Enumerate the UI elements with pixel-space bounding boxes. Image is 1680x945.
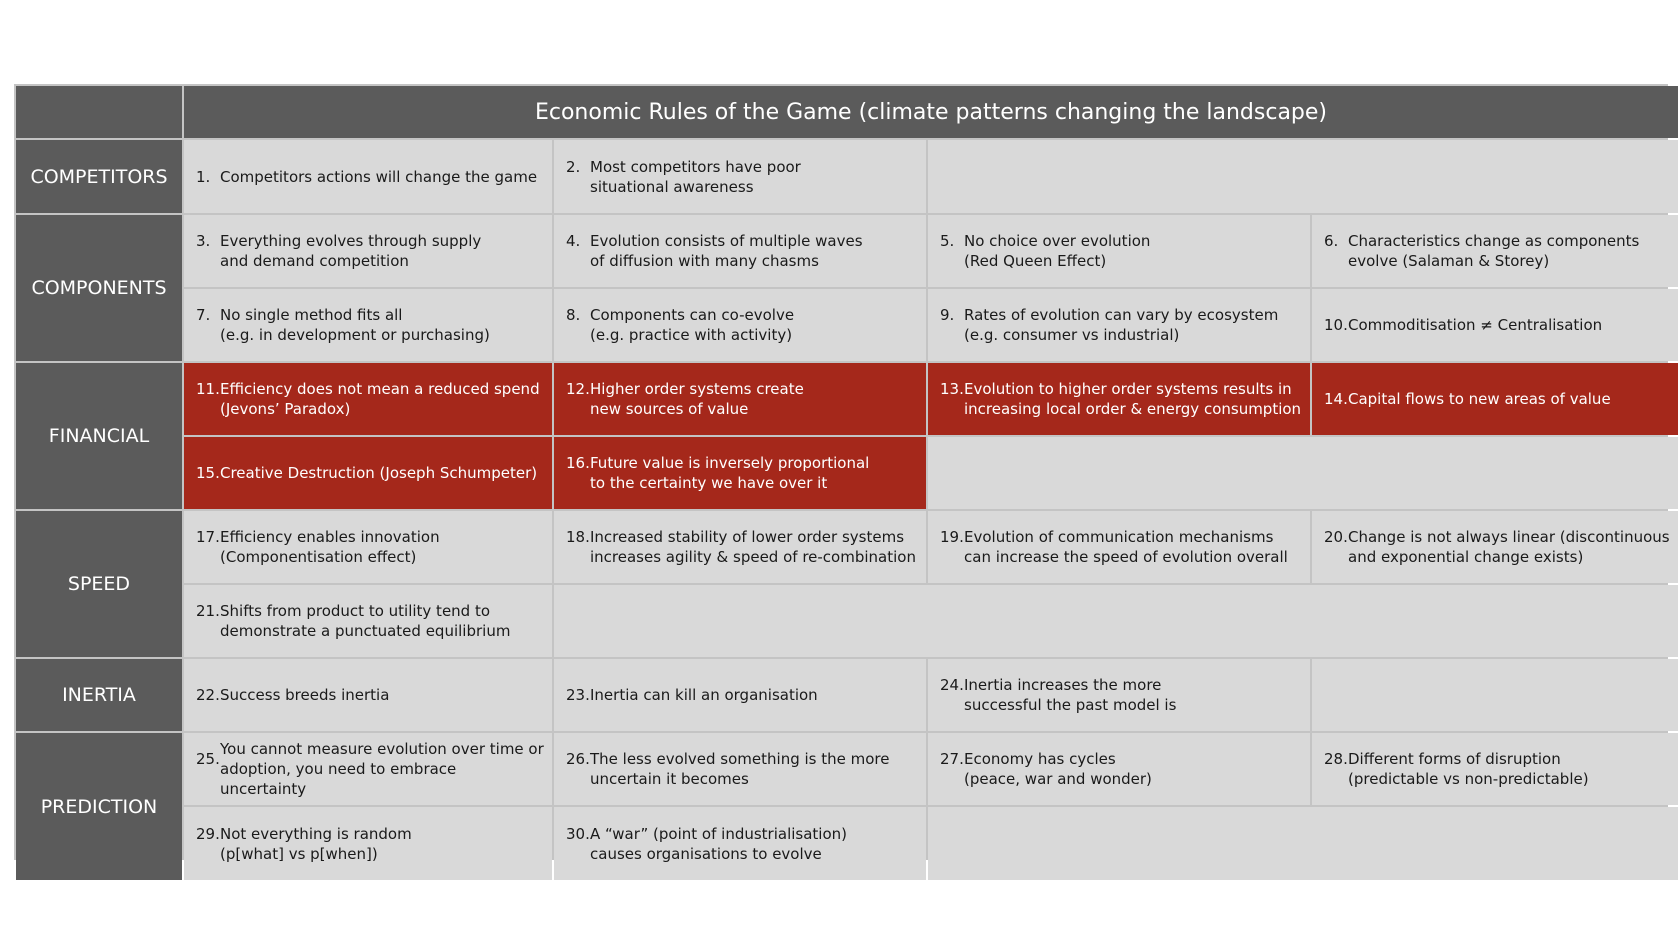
rule-text: Efficiency does not mean a reduced spend (Jevons’ Paradox) [220, 380, 540, 418]
rule-cell [1312, 215, 1678, 287]
rule-cell [554, 733, 926, 805]
rule-number: 7. [196, 306, 211, 324]
rule-text: Components can co-evolve (e.g. practice with activity) [590, 306, 795, 344]
empty-cell [928, 807, 1678, 880]
category-components: COMPONENTS [16, 215, 182, 361]
rule-text: Commoditisation ≠ Centralisation [1348, 316, 1603, 334]
rule-cell-highlighted [184, 363, 552, 435]
rule-number: 5. [940, 232, 955, 250]
rule-cell [928, 659, 1310, 731]
rule-text: Characteristics change as components evolve (Salaman & Storey) [1348, 232, 1640, 270]
rule-number: 14. [1324, 390, 1348, 408]
rule-text: No single method fits all (e.g. in development or purchasing) [220, 306, 490, 344]
empty-cell [928, 437, 1678, 509]
rule-text: Change is not always linear (discontinuous and exponential change exists) [1348, 528, 1670, 566]
rule-number: 19. [940, 528, 964, 546]
rule-cell [184, 585, 552, 657]
rule-number: 22. [196, 686, 220, 704]
rule-text: Competitors actions will change the game [220, 167, 538, 186]
rules-table [14, 84, 1670, 863]
rule-cell [928, 289, 1310, 361]
rule-cell [554, 215, 926, 287]
rule-cell [554, 511, 926, 583]
rule-number: 27. [940, 750, 964, 768]
rule-text: Higher order systems create new sources of value [590, 380, 804, 418]
rule-cell [1312, 733, 1678, 805]
rule-number: 6. [1324, 232, 1339, 250]
rule-cell-highlighted [554, 363, 926, 435]
rule-number: 21. [196, 602, 220, 620]
rule-number: 28. [1324, 750, 1348, 768]
category-prediction: PREDICTION [16, 733, 182, 880]
rule-text: Evolution consists of multiple waves of diffusion with many chasms [590, 232, 863, 270]
rule-text: Creative Destruction (Joseph Schumpeter) [220, 464, 538, 482]
rule-text: Everything evolves through supply and demand competition [220, 232, 482, 270]
rule-text: You cannot measure evolution over time or adoption, you need to embrace uncertainty [220, 740, 544, 798]
rule-number: 20. [1324, 528, 1348, 546]
rule-cell [184, 807, 552, 880]
rule-cell [1312, 289, 1678, 361]
rule-text: Inertia can kill an organisation [590, 686, 818, 704]
rule-number: 10. [1324, 316, 1348, 334]
empty-cell [1312, 659, 1678, 731]
rule-cell [184, 215, 552, 287]
rule-text: Increased stability of lower order systems increases agility & speed of re-combination [590, 528, 916, 566]
category-inertia: INERTIA [16, 659, 182, 731]
rule-text: Different forms of disruption (predictable vs non-predictable) [1348, 750, 1589, 788]
rule-text: Rates of evolution can vary by ecosystem (e.g. consumer vs industrial) [964, 306, 1279, 344]
empty-cell [554, 585, 1678, 657]
rule-cell [554, 289, 926, 361]
rule-number: 2. [566, 157, 581, 176]
rule-number: 26. [566, 750, 590, 768]
category-financial: FINANCIAL [16, 363, 182, 509]
rule-cell [554, 659, 926, 731]
rule-number: 13. [940, 380, 964, 398]
rule-number: 23. [566, 686, 590, 704]
table-title: Economic Rules of the Game (climate patterns changing the landscape) [184, 86, 1678, 138]
rule-text: Future value is inversely proportional to the certainty we have over it [590, 454, 870, 492]
rule-number: 29. [196, 824, 220, 843]
rule-text: Evolution to higher order systems results in increasing local order & energy consumption [964, 380, 1302, 418]
rule-cell [184, 733, 552, 805]
rule-cell [554, 807, 926, 880]
category-competitors: COMPETITORS [16, 140, 182, 213]
rule-number: 11. [196, 380, 220, 398]
rule-cell [184, 659, 552, 731]
rule-number: 12. [566, 380, 590, 398]
rule-number: 9. [940, 306, 955, 324]
rule-cell [1312, 511, 1678, 583]
rule-text: No choice over evolution (Red Queen Effect) [964, 232, 1151, 270]
rule-number: 30. [566, 824, 590, 843]
rule-cell-highlighted [928, 363, 1310, 435]
rule-cell [928, 215, 1310, 287]
rule-number: 1. [196, 167, 211, 186]
rule-cell [554, 140, 926, 213]
rule-text: Economy has cycles (peace, war and wonder) [964, 750, 1152, 788]
rule-text: The less evolved something is the more uncertain it becomes [590, 750, 890, 788]
category-speed: SPEED [16, 511, 182, 657]
table-corner [16, 86, 182, 138]
rule-text: Success breeds inertia [220, 686, 390, 704]
rule-text: Inertia increases the more successful the past model is [964, 676, 1177, 714]
rule-text: Most competitors have poor situational awareness [590, 157, 801, 196]
rule-text: Capital flows to new areas of value [1348, 390, 1611, 408]
rule-text: Not everything is random (p[what] vs p[when]) [220, 824, 412, 863]
rule-number: 4. [566, 232, 581, 250]
rule-cell [928, 733, 1310, 805]
rule-number: 24. [940, 676, 964, 694]
rule-number: 15. [196, 464, 220, 482]
rule-number: 17. [196, 528, 220, 546]
rule-cell-highlighted [1312, 363, 1678, 435]
rule-cell [184, 140, 552, 213]
rule-number: 16. [566, 454, 590, 472]
rule-cell-highlighted [554, 437, 926, 509]
empty-cell [928, 140, 1678, 213]
rule-text: Shifts from product to utility tend to demonstrate a punctuated equilibrium [220, 602, 511, 640]
rule-text: A “war” (point of industrialisation) causes organisations to evolve [590, 824, 848, 863]
rule-number: 8. [566, 306, 581, 324]
rule-number: 25. [196, 750, 220, 768]
rule-cell-highlighted [184, 437, 552, 509]
rule-cell [928, 511, 1310, 583]
rule-cell [184, 289, 552, 361]
rule-cell [184, 511, 552, 583]
rule-text: Efficiency enables innovation (Componentisation effect) [220, 528, 440, 566]
rule-text: Evolution of communication mechanisms can increase the speed of evolution overall [964, 528, 1288, 566]
rule-number: 18. [566, 528, 590, 546]
rule-number: 3. [196, 232, 211, 250]
